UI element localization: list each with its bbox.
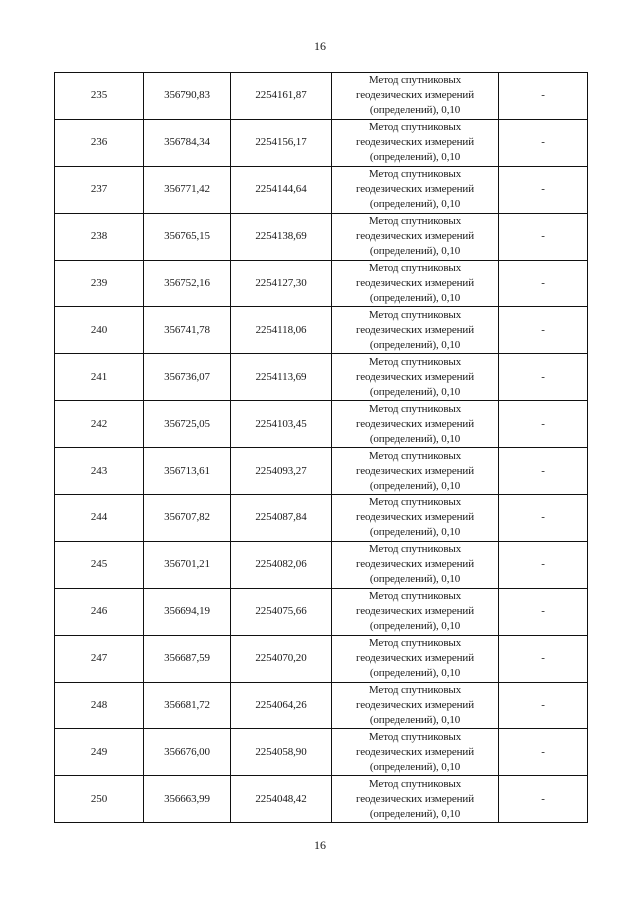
x-coordinate-cell: 356694,19 [144, 588, 231, 635]
x-coordinate-cell: 356736,07 [144, 354, 231, 401]
y-coordinate-cell: 2254070,20 [231, 635, 332, 682]
method-line: Метод спутниковых [368, 121, 462, 134]
method-cell [332, 448, 499, 495]
method-line: (определений), 0,10 [369, 245, 461, 258]
y-coordinate-cell: 2254103,45 [231, 401, 332, 448]
note-cell: - [499, 307, 588, 354]
page-number-bottom: 16 [314, 838, 326, 852]
y-coordinate-cell: 2254064,26 [231, 682, 332, 729]
table-row [55, 729, 588, 776]
note-cell: - [499, 635, 588, 682]
note-cell: - [499, 776, 588, 823]
y-coordinate-cell: 2254087,84 [231, 495, 332, 542]
method-line: (определений), 0,10 [369, 292, 461, 304]
method-line: (определений), 0,10 [369, 198, 461, 211]
y-coordinate-cell: 2254138,69 [231, 213, 332, 260]
y-coordinate-cell: 2254058,90 [231, 729, 332, 776]
y-coordinate-cell: 2254156,17 [231, 119, 332, 166]
method-line: геодезических измерений [356, 605, 474, 618]
method-line: геодезических измерений [356, 417, 474, 430]
method-cell [332, 401, 499, 448]
point-number-cell: 245 [55, 541, 144, 588]
table-row [55, 354, 588, 401]
table-row [55, 448, 588, 495]
point-number-cell: 238 [55, 213, 144, 260]
x-coordinate-cell: 356707,82 [144, 495, 231, 542]
method-cell [332, 354, 499, 401]
method-cell [332, 213, 499, 260]
method-line: (определений), 0,10 [369, 526, 461, 539]
method-line: (определений), 0,10 [369, 807, 461, 820]
method-line: (определений), 0,10 [369, 620, 461, 633]
table-row [55, 541, 588, 588]
method-cell [332, 588, 499, 635]
method-cell [332, 307, 499, 354]
x-coordinate-cell: 356752,16 [144, 260, 231, 307]
point-number-cell: 237 [55, 166, 144, 213]
method-line: Метод спутниковых [368, 777, 462, 790]
point-number-cell: 246 [55, 588, 144, 635]
y-coordinate-cell: 2254118,06 [231, 307, 332, 354]
y-coordinate-cell: 2254113,69 [231, 354, 332, 401]
x-coordinate-cell: 356771,42 [144, 166, 231, 213]
y-coordinate-cell: 2254161,87 [231, 73, 332, 120]
method-line: Метод спутниковых [368, 543, 462, 556]
method-line: Метод спутниковых [368, 496, 462, 509]
y-coordinate-cell: 2254075,66 [231, 588, 332, 635]
method-cell [332, 166, 499, 213]
note-cell: - [499, 682, 588, 729]
method-line: геодезических измерений [356, 323, 474, 336]
method-line: геодезических измерений [356, 511, 474, 524]
table-row [55, 588, 588, 635]
coordinates-table [54, 72, 588, 823]
page-number-top: 16 [314, 39, 326, 53]
method-line: Метод спутниковых [368, 355, 462, 368]
method-cell [332, 776, 499, 823]
method-line: геодезических измерений [356, 136, 474, 149]
point-number-cell: 236 [55, 119, 144, 166]
method-line: (определений), 0,10 [369, 385, 461, 398]
x-coordinate-cell: 356765,15 [144, 213, 231, 260]
point-number-cell: 235 [55, 73, 144, 120]
y-coordinate-cell: 2254048,42 [231, 776, 332, 823]
x-coordinate-cell: 356676,00 [144, 729, 231, 776]
method-cell [332, 729, 499, 776]
point-number-cell: 242 [55, 401, 144, 448]
method-line: (определений), 0,10 [369, 760, 461, 773]
table-row [55, 682, 588, 729]
table-row [55, 401, 588, 448]
y-coordinate-cell: 2254082,06 [231, 541, 332, 588]
point-number-cell: 249 [55, 729, 144, 776]
point-number-cell: 247 [55, 635, 144, 682]
method-line: геодезических измерений [356, 699, 474, 712]
method-line: Метод спутниковых [368, 402, 462, 415]
x-coordinate-cell: 356741,78 [144, 307, 231, 354]
method-cell [332, 119, 499, 166]
point-number-cell: 250 [55, 776, 144, 823]
method-line: Метод спутниковых [368, 74, 462, 87]
method-line: (определений), 0,10 [369, 432, 461, 445]
method-line: Метод спутниковых [368, 262, 462, 274]
method-line: геодезических измерений [356, 558, 474, 571]
y-coordinate-cell: 2254093,27 [231, 448, 332, 495]
method-line: геодезических измерений [356, 792, 474, 805]
y-coordinate-cell: 2254144,64 [231, 166, 332, 213]
method-line: (определений), 0,10 [369, 667, 461, 680]
point-number-cell: 241 [55, 354, 144, 401]
x-coordinate-cell: 356790,83 [144, 73, 231, 120]
y-coordinate-cell: 2254127,30 [231, 260, 332, 307]
table-row [55, 495, 588, 542]
method-line: (определений), 0,10 [369, 479, 461, 492]
table-row [55, 635, 588, 682]
note-cell: - [499, 119, 588, 166]
method-line: Метод спутниковых [368, 308, 462, 321]
method-cell [332, 260, 499, 307]
method-line: геодезических измерений [356, 745, 474, 758]
method-line: геодезических измерений [356, 183, 474, 196]
note-cell: - [499, 166, 588, 213]
table-row [55, 260, 588, 307]
method-line: Метод спутниковых [368, 215, 462, 228]
method-cell [332, 541, 499, 588]
point-number-cell: 239 [55, 260, 144, 307]
note-cell: - [499, 448, 588, 495]
note-cell: - [499, 729, 588, 776]
coordinates-table-body [55, 73, 588, 823]
method-line: (определений), 0,10 [369, 338, 461, 351]
x-coordinate-cell: 356663,99 [144, 776, 231, 823]
method-line: геодезических измерений [356, 230, 474, 243]
method-cell [332, 495, 499, 542]
note-cell: - [499, 354, 588, 401]
note-cell: - [499, 73, 588, 120]
note-cell: - [499, 260, 588, 307]
note-cell: - [499, 495, 588, 542]
point-number-cell: 248 [55, 682, 144, 729]
x-coordinate-cell: 356725,05 [144, 401, 231, 448]
point-number-cell: 243 [55, 448, 144, 495]
x-coordinate-cell: 356784,34 [144, 119, 231, 166]
note-cell: - [499, 541, 588, 588]
method-line: Метод спутниковых [368, 684, 462, 697]
x-coordinate-cell: 356687,59 [144, 635, 231, 682]
table-row [55, 166, 588, 213]
point-number-cell: 244 [55, 495, 144, 542]
method-line: геодезических измерений [356, 464, 474, 477]
method-line: геодезических измерений [356, 652, 474, 665]
note-cell: - [499, 588, 588, 635]
note-cell: - [499, 213, 588, 260]
method-line: Метод спутниковых [368, 168, 462, 181]
method-line: Метод спутниковых [368, 637, 462, 650]
method-cell [332, 73, 499, 120]
method-line: Метод спутниковых [368, 730, 462, 743]
method-cell [332, 682, 499, 729]
x-coordinate-cell: 356701,21 [144, 541, 231, 588]
method-line: (определений), 0,10 [369, 104, 461, 117]
table-row [55, 307, 588, 354]
method-line: (определений), 0,10 [369, 573, 461, 586]
method-line: Метод спутниковых [368, 590, 462, 603]
table-row [55, 776, 588, 823]
table-row [55, 213, 588, 260]
method-line: (определений), 0,10 [369, 151, 461, 164]
point-number-cell: 240 [55, 307, 144, 354]
method-line: Метод спутниковых [368, 449, 462, 462]
method-line: (определений), 0,10 [369, 714, 461, 727]
table-row [55, 119, 588, 166]
x-coordinate-cell: 356713,61 [144, 448, 231, 495]
method-line: геодезических измерений [356, 89, 474, 102]
method-cell [332, 635, 499, 682]
method-line: геодезических измерений [356, 370, 474, 383]
x-coordinate-cell: 356681,72 [144, 682, 231, 729]
note-cell: - [499, 401, 588, 448]
table-row [55, 73, 588, 120]
method-line: геодезических измерений [356, 277, 474, 289]
